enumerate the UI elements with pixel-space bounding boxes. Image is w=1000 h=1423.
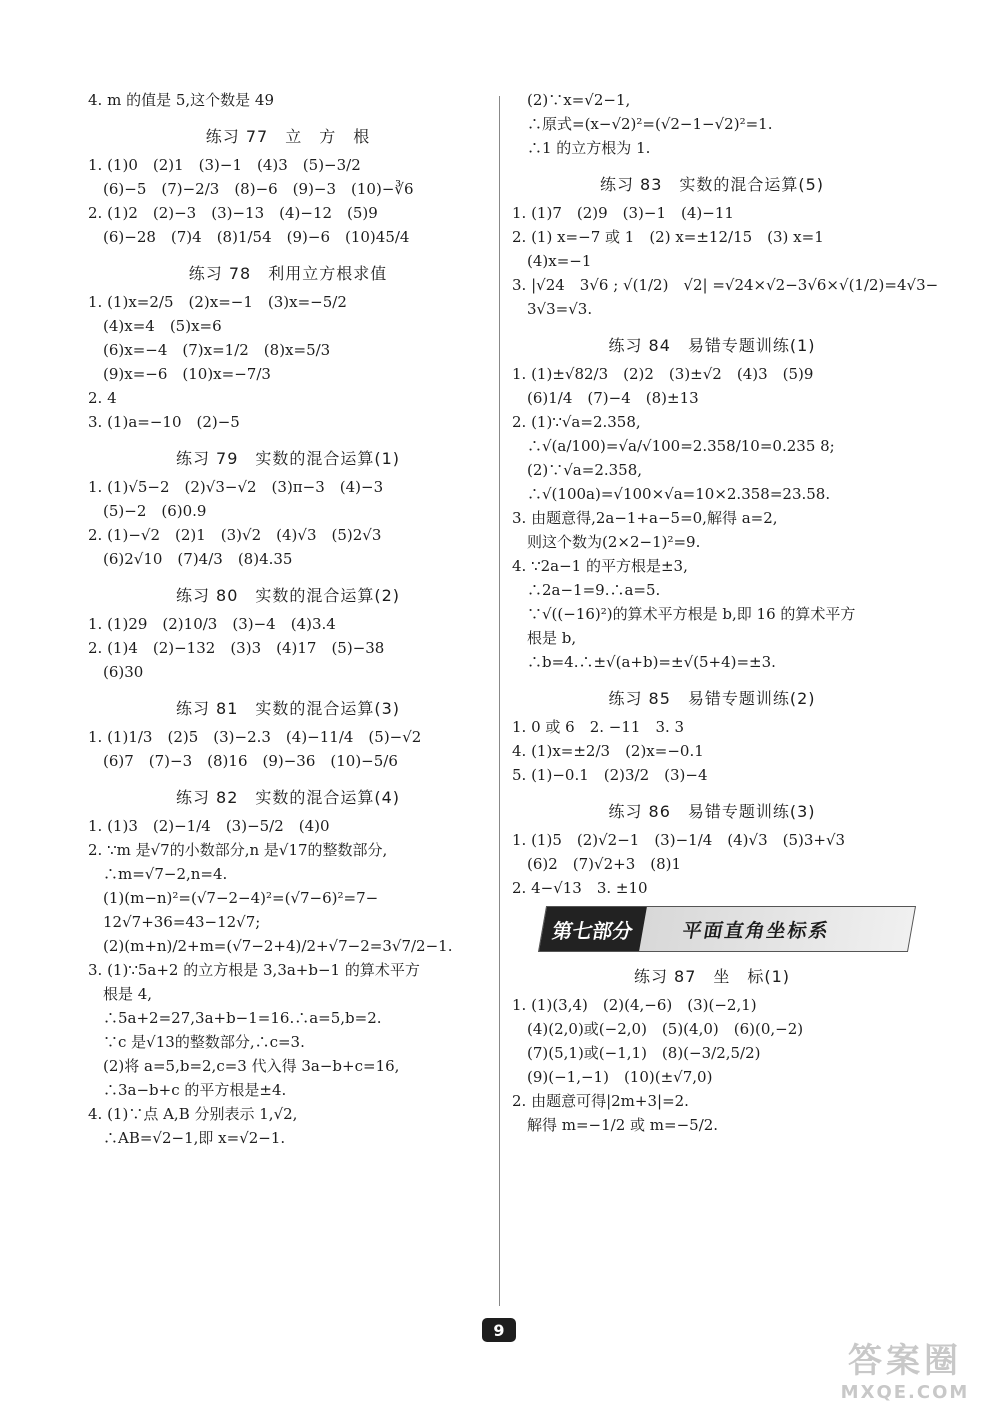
section-title: 练习 82 实数的混合运算(4) [175,788,401,807]
answer-line: 2. ∵m 是√7的小数部分,n 是√17的整数部分, [88,841,388,859]
answer-line: 2. (1)−√2 (2)1 (3)√2 (4)√3 (5)2√3 [88,526,382,544]
answer-line: (6)2 (7)√2+3 (8)1 [512,855,682,873]
answer-line: (6)−28 (7)4 (8)1/54 (9)−6 (10)45/4 [88,228,410,246]
answer-line: 根是 b, [512,629,577,647]
answer-line: 3. |√24 3√6 ; √(1/2) √2| =√24×√2−3√6×√(1/2)=4√3− [512,276,939,294]
answer-line: (6)7 (7)−3 (8)16 (9)−36 (10)−5/6 [88,752,398,770]
answer-line: ∴√(100a)=√100×√a=10×2.358=23.58. [512,485,831,503]
watermark-logo [820,1340,990,1412]
section-80 [88,583,488,684]
section-title: 练习 85 易错专题训练(2) [608,689,816,708]
watermark-domain: MXQE.COM [840,1382,970,1403]
left-column [88,88,488,1150]
answer-line: 2. 由题意可得|2m+3|=2. [512,1092,689,1110]
answer-line: (6)2√10 (7)4/3 (8)4.35 [88,550,293,568]
answer-line: 1. (1)±√82/3 (2)2 (3)±√2 (4)3 (5)9 [512,365,814,383]
answer-line: (2)将 a=5,b=2,c=3 代入得 3a−b+c=16, [88,1057,400,1075]
answer-line: (9)(−1,−1) (10)(±√7,0) [512,1068,713,1086]
section-85 [512,686,912,787]
answer-line: ∴√(a/100)=√a/√100=2.358/10=0.235 8; [512,437,835,455]
answer-line: 1. (1)1/3 (2)5 (3)−2.3 (4)−11/4 (5)−√2 [88,728,422,746]
part-number: 第七部分 [539,907,647,951]
section-title: 练习 78 利用立方根求值 [188,264,388,283]
section-title: 练习 77 立 方 根 [205,127,371,146]
section-title: 练习 79 实数的混合运算(1) [175,449,401,468]
watermark-text: 答案圈 [848,1341,962,1381]
answer-line: 1. (1)29 (2)10/3 (3)−4 (4)3.4 [88,615,336,633]
section-84 [512,333,912,674]
answer-line: (4)x=−1 [512,252,592,270]
section-title: 练习 87 坐 标(1) [633,967,791,986]
answer-line: 1. (1)7 (2)9 (3)−1 (4)−11 [512,204,734,222]
part-name: 平面直角坐标系 [680,919,832,942]
section-title: 练习 86 易错专题训练(3) [608,802,816,821]
answer-line: 1. (1)√5−2 (2)√3−√2 (3)π−3 (4)−3 [88,478,384,496]
section-title: 练习 84 易错专题训练(1) [608,336,816,355]
column-divider [499,96,500,1306]
answer-line: ∴AB=√2−1,即 x=√2−1. [88,1129,286,1147]
section-title: 练习 83 实数的混合运算(5) [599,175,825,194]
answer-line: ∴1 的立方根为 1. [512,139,651,157]
answer-line: ∴2a−1=9.∴a=5. [512,581,661,599]
answer-line: ∴5a+2=27,3a+b−1=16.∴a=5,b=2. [88,1009,382,1027]
right-column [512,88,939,1137]
answer-line: 4. (1)∵点 A,B 分别表示 1,√2, [88,1105,298,1123]
section-77 [88,124,488,249]
answer-line: (4)(2,0)或(−2,0) (5)(4,0) (6)(0,−2) [512,1020,804,1038]
answer-line: 1. (1)(3,4) (2)(4,−6) (3)(−2,1) [512,996,757,1014]
answer-line: 2. (1) x=−7 或 1 (2) x=±12/15 (3) x=1 [512,228,824,246]
section-78 [88,261,488,434]
answer-line: 3. (1)∵5a+2 的立方根是 3,3a+b−1 的算术平方 [88,961,420,979]
right-intro [512,88,912,160]
answer-line: 5. (1)−0.1 (2)3/2 (3)−4 [512,766,708,784]
answer-line: (6)1/4 (7)−4 (8)±13 [512,389,699,407]
answer-line: 4. (1)x=±2/3 (2)x=−0.1 [512,742,704,760]
answer-line: (2)(m+n)/2+m=(√7−2+4)/2+√7−2=3√7/2−1. [88,937,453,955]
section-83 [512,172,939,321]
answer-line: (9)x=−6 (10)x=−7/3 [88,365,271,383]
answer-line: 2. (1)4 (2)−132 (3)3 (4)17 (5)−38 [88,639,385,657]
answer-line: 1. (1)x=2/5 (2)x=−1 (3)x=−5/2 [88,293,347,311]
section-87 [512,964,912,1137]
answer-line: (6)30 [88,663,144,681]
answer-line: 2. 4−√13 3. ±10 [512,879,648,897]
answer-line: ∴3a−b+c 的平方根是±4. [88,1081,287,1099]
answer-line: 4. m 的值是 5,这个数是 49 [88,91,275,109]
page-number: 9 [482,1318,516,1342]
answer-line: (2)∵√a=2.358, [512,461,643,479]
answer-line: 根是 4, [88,985,153,1003]
section-86 [512,799,912,900]
answer-line: 2. (1)2 (2)−3 (3)−13 (4)−12 (5)9 [88,204,378,222]
answer-line: (6)x=−4 (7)x=1/2 (8)x=5/3 [88,341,331,359]
answer-line: 2. (1)∵√a=2.358, [512,413,641,431]
part-banner [538,906,916,952]
answer-line: 4. ∵2a−1 的平方根是±3, [512,557,688,575]
answer-line: 3√3=√3. [512,300,593,318]
answer-line: 解得 m=−1/2 或 m=−5/2. [512,1116,719,1134]
answer-line: 1. (1)3 (2)−1/4 (3)−5/2 (4)0 [88,817,330,835]
answer-line: (5)−2 (6)0.9 [88,502,207,520]
section-79 [88,446,488,571]
answer-line: ∵√((−16)²)的算术平方根是 b,即 16 的算术平方 [512,605,856,623]
answer-line: (7)(5,1)或(−1,1) (8)(−3/2,5/2) [512,1044,761,1062]
answer-line: 1. (1)5 (2)√2−1 (3)−1/4 (4)√3 (5)3+√3 [512,831,846,849]
answer-line: 则这个数为(2×2−1)²=9. [512,533,701,551]
answer-line: 1. 0 或 6 2. −11 3. 3 [512,718,685,736]
answer-line: (4)x=4 (5)x=6 [88,317,222,335]
answer-line: ∴原式=(x−√2)²=(√2−1−√2)²=1. [512,115,773,133]
answer-line: 1. (1)0 (2)1 (3)−1 (4)3 (5)−3/2 [88,156,361,174]
answer-line: (6)−5 (7)−2/3 (8)−6 (9)−3 (10)−∛6 [88,180,414,198]
section-81 [88,696,488,773]
answer-line: (1)(m−n)²=(√7−2−4)²=(√7−6)²=7− [88,889,379,907]
answer-line: 3. 由题意得,2a−1+a−5=0,解得 a=2, [512,509,778,527]
answer-line: (2)∵x=√2−1, [512,91,631,109]
answer-line: 2. 4 [88,389,117,407]
answer-line: ∵c 是√13的整数部分,∴c=3. [88,1033,305,1051]
section-title: 练习 80 实数的混合运算(2) [175,586,401,605]
section-82 [88,785,488,1150]
answer-line: 12√7+36=43−12√7; [88,913,261,931]
answer-line: 3. (1)a=−10 (2)−5 [88,413,240,431]
left-intro [88,88,488,112]
answer-line: ∴m=√7−2,n=4. [88,865,228,883]
section-title: 练习 81 实数的混合运算(3) [175,699,401,718]
answer-line: ∴b=4.∴±√(a+b)=±√(5+4)=±3. [512,653,776,671]
